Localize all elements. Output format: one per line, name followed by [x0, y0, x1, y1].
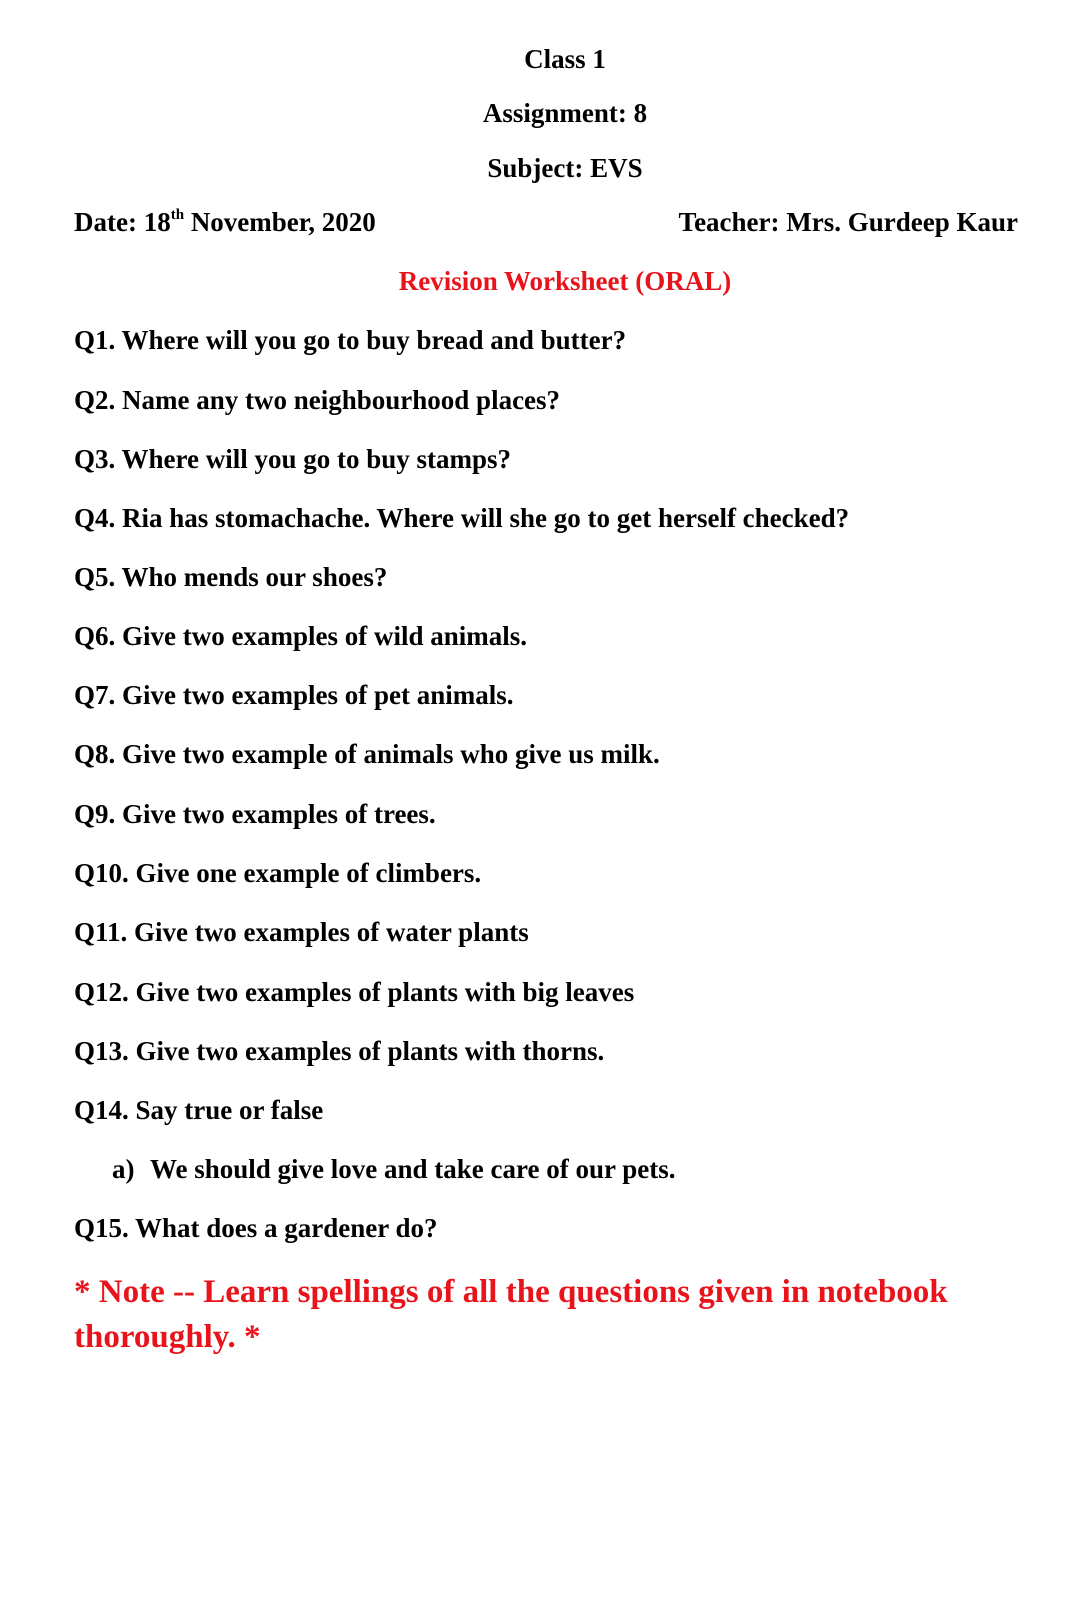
date-text: Date: 18th November, 2020 [74, 207, 376, 237]
question-13: Q13. Give two examples of plants with thorns. [74, 1036, 605, 1066]
worksheet-title: Revision Worksheet (ORAL) [398, 266, 732, 296]
question-7: Q7. Give two examples of pet animals. [74, 680, 514, 710]
question-14-item-a [112, 1154, 676, 1185]
subject-heading: Subject: EVS [487, 153, 643, 183]
question-9: Q9. Give two examples of trees. [74, 799, 436, 829]
question-15: Q15. What does a gardener do? [74, 1213, 438, 1243]
date-teacher-row [74, 207, 1018, 238]
question-10: Q10. Give one example of climbers. [74, 858, 482, 888]
question-3: Q3. Where will you go to buy stamps? [74, 444, 512, 474]
question-4: Q4. Ria has stomachache. Where will she go to get herself checked? [74, 503, 850, 533]
question-14: Q14. Say true or false [74, 1095, 324, 1125]
teacher-text: Teacher: Mrs. Gurdeep Kaur [678, 207, 1018, 237]
question-1: Q1. Where will you go to buy bread and butter? [74, 325, 627, 355]
question-8: Q8. Give two example of animals who give us milk. [74, 739, 660, 769]
question-5: Q5. Who mends our shoes? [74, 562, 388, 592]
sub-item-marker: a) [112, 1154, 135, 1184]
question-11: Q11. Give two examples of water plants [74, 917, 529, 947]
assignment-heading: Assignment: 8 [482, 98, 648, 128]
question-2: Q2. Name any two neighbourhood places? [74, 385, 561, 415]
class-heading: Class 1 [524, 44, 606, 74]
sub-item-text: We should give love and take care of our pets. [150, 1154, 676, 1184]
spelling-note: * Note -- Learn spellings of all the questions given in notebook thoroughly. * [74, 1274, 948, 1355]
question-6: Q6. Give two examples of wild animals. [74, 621, 527, 651]
question-12: Q12. Give two examples of plants with big leaves [74, 977, 635, 1007]
